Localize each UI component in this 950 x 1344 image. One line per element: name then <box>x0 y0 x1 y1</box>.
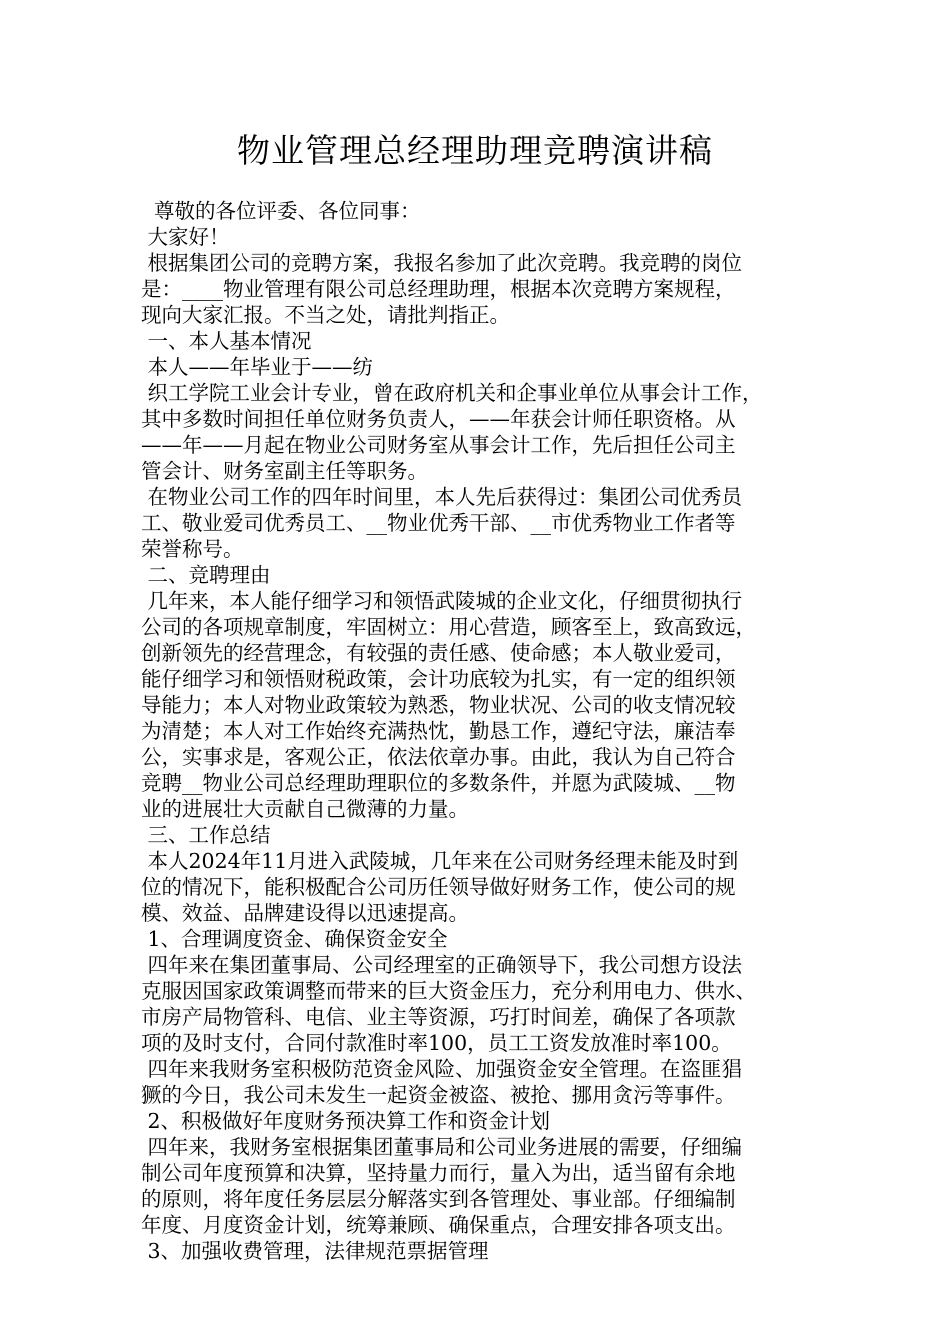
document-title: 物业管理总经理助理竞聘演讲稿 <box>237 131 713 170</box>
text-line: 管会计、财务室副主任等职务。 <box>141 459 428 483</box>
text-line: 四年来我财务室积极防范资金风险、加强资金安全管理。在盗匪猖 <box>141 1057 743 1081</box>
text-line: 公，实事求是，客观公正，依法依章办事。由此，我认为自己符合 <box>141 745 736 769</box>
text-line: 在物业公司工作的四年时间里，本人先后获得过：集团公司优秀员 <box>141 485 743 509</box>
text-line: 为清楚；本人对工作始终充满热忱，勤恳工作，遵纪守法，廉洁奉 <box>141 719 736 743</box>
text-line: 项的及时支付，合同付款准时率100，员工工资发放准时率100。 <box>141 1031 732 1055</box>
text-line: 2、积极做好年度财务预决算工作和资金计划 <box>141 1109 551 1133</box>
text-line: 能仔细学习和领悟财税政策，会计功底较为扎实，有一定的组织领 <box>141 667 736 691</box>
text-line: 几年来，本人能仔细学习和领悟武陵城的企业文化，仔细贯彻执行 <box>141 589 743 613</box>
text-line: 竞聘__物业公司总经理助理职位的多数条件，并愿为武陵城、__物 <box>141 771 736 795</box>
text-line: 制公司年度预算和决算，坚持量力而行，量入为出，适当留有余地 <box>141 1161 736 1185</box>
text-line: 尊敬的各位评委、各位同事： <box>141 199 421 223</box>
text-line: 位的情况下，能积极配合公司历任领导做好财务工作，使公司的规 <box>141 875 736 899</box>
text-line: 荣誉称号。 <box>141 537 244 561</box>
text-line: 公司的各项规章制度，牢固树立：用心营造，顾客至上，致高致远， <box>141 615 756 639</box>
document-body <box>141 198 827 1264</box>
text-line: 织工学院工业会计专业，曾在政府机关和企事业单位从事会计工作， <box>141 381 763 405</box>
text-line: ——年——月起在物业公司财务室从事会计工作，先后担任公司主 <box>141 433 736 457</box>
text-line: 的原则，将年度任务层层分解落实到各管理处、事业部。仔细编制 <box>141 1187 736 1211</box>
text-line: 根据集团公司的竞聘方案，我报名参加了此次竞聘。我竞聘的岗位 <box>141 251 743 275</box>
text-line: 一、本人基本情况 <box>141 329 312 353</box>
text-line: 四年来在集团董事局、公司经理室的正确领导下，我公司想方设法 <box>141 953 743 977</box>
text-line: 1、合理调度资金、确保资金安全 <box>141 927 448 951</box>
text-line: 四年来，我财务室根据集团董事局和公司业务进展的需要，仔细编 <box>141 1135 743 1159</box>
text-line: 三、工作总结 <box>141 823 271 847</box>
text-line: 本人——年毕业于——纺 <box>141 355 374 379</box>
text-line: 大家好！ <box>141 225 230 249</box>
text-line: 创新领先的经营理念，有较强的责任感、使命感；本人敬业爱司， <box>141 641 736 665</box>
text-line: 市房产局物管科、电信、业主等资源，巧打时间差，确保了各项款 <box>141 1005 736 1029</box>
text-line: 3、加强收费管理，法律规范票据管理 <box>141 1239 489 1263</box>
text-line: 业的进展壮大贡献自己微薄的力量。 <box>141 797 469 821</box>
text-line: 现向大家汇报。不当之处，请批判指正。 <box>141 303 510 327</box>
text-line: 导能力；本人对物业政策较为熟悉，物业状况、公司的收支情况较 <box>141 693 736 717</box>
text-line: 獗的今日，我公司未发生一起资金被盗、被抢、挪用贪污等事件。 <box>141 1083 736 1107</box>
text-line: 模、效益、品牌建设得以迅速提高。 <box>141 901 469 925</box>
text-line: 年度、月度资金计划，统筹兼顾、确保重点，合理安排各项支出。 <box>141 1213 736 1237</box>
text-line: 工、敬业爱司优秀员工、__物业优秀干部、__市优秀物业工作者等 <box>141 511 736 535</box>
text-line: 其中多数时间担任单位财务负责人，——年获会计师任职资格。从 <box>141 407 736 431</box>
text-line: 克服因国家政策调整而带来的巨大资金压力，充分利用电力、供水、 <box>141 979 756 1003</box>
text-line: 二、竞聘理由 <box>141 563 271 587</box>
text-line: 是：____物业管理有限公司总经理助理，根据本次竞聘方案规程， <box>141 277 736 301</box>
text-line: 本人2024年11月进入武陵城，几年来在公司财务经理未能及时到 <box>141 849 739 873</box>
